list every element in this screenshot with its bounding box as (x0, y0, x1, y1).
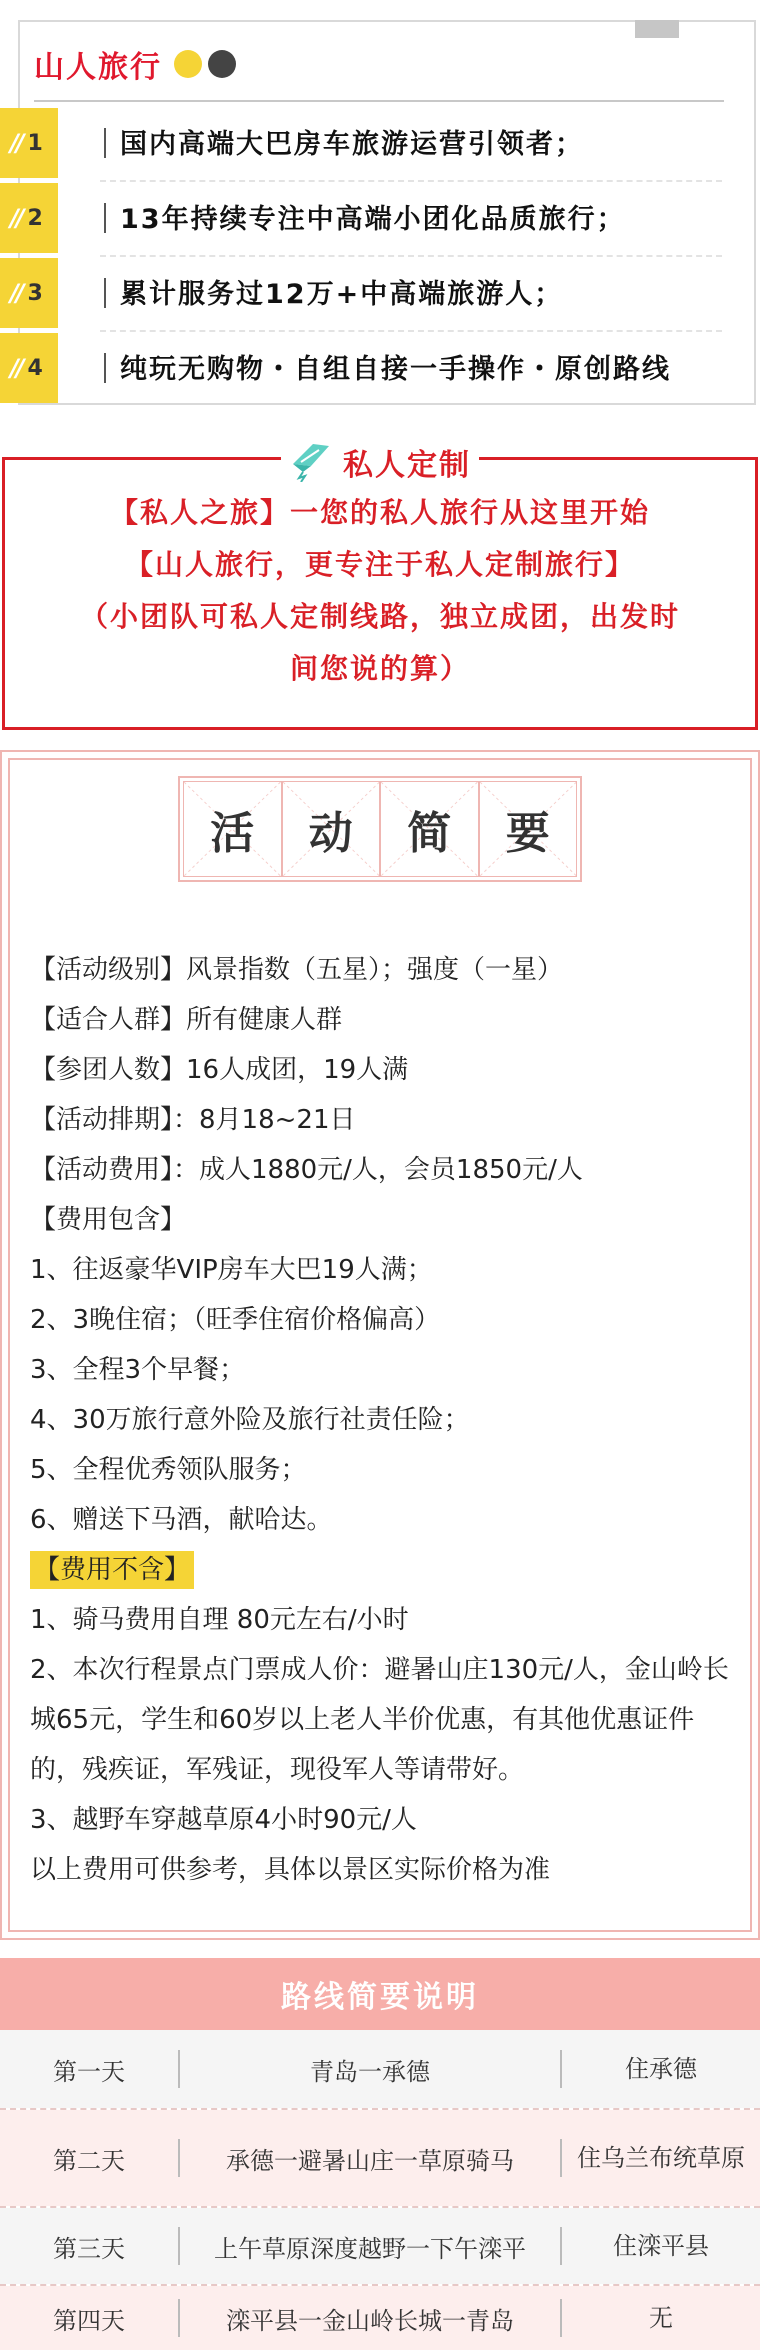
route-stay: 住承德 (625, 2055, 697, 2083)
custom-title: 私人定制 (343, 448, 471, 483)
detail-line: 【参团人数】16人成团，19人满 (30, 1055, 409, 1085)
slash-icon: // (10, 129, 22, 157)
slash-icon: // (10, 204, 22, 232)
row-number: 1 (27, 130, 43, 156)
dark-dot-icon (208, 50, 236, 78)
route-path: 上午草原深度越野一下午滦平 (214, 2234, 526, 2263)
kite-icon (289, 442, 333, 482)
route-path: 滦平县一金山岭长城一青岛 (226, 2306, 514, 2335)
title-char: 动 (308, 808, 353, 859)
title-cell (282, 781, 381, 877)
custom-line: 【私人之旅】一您的私人旅行从这里开始 (109, 496, 650, 529)
row-number: 2 (27, 205, 43, 231)
route-day: 第四天 (53, 2306, 125, 2335)
custom-text (30, 487, 730, 695)
route-row (0, 2208, 760, 2284)
title-char: 活 (210, 808, 255, 859)
summary-details (30, 945, 730, 1895)
slash-icon: // (10, 354, 22, 382)
route-row (0, 2110, 760, 2206)
detail-line: 1、往返豪华VIP房车大巴19人满； (30, 1255, 433, 1285)
title-cell (183, 781, 282, 877)
detail-line: 6、赠送下马酒，献哈达。 (30, 1505, 333, 1535)
row-text: 国内高端大巴房车旅游运营引领者； (120, 129, 584, 160)
excluded-row (30, 1545, 730, 1595)
dashed-divider (100, 180, 722, 182)
route-day: 第二天 (53, 2146, 125, 2175)
dashed-divider (100, 255, 722, 257)
row-number-tab (0, 333, 58, 403)
private-custom-section (0, 440, 760, 730)
yellow-dot-icon (174, 50, 202, 78)
activity-summary-section (0, 750, 760, 1940)
divider (34, 100, 724, 102)
intro-row (0, 258, 760, 328)
detail-line: 4、30万旅行意外险及旅行社责任险； (30, 1405, 470, 1435)
route-path: 承德一避暑山庄一草原骑马 (226, 2146, 514, 2175)
brand-header (34, 42, 236, 86)
detail-line: 5、全程优秀领队服务； (30, 1455, 307, 1485)
excluded-line: 3、越野车穿越草原4小时90元/人 (30, 1805, 417, 1835)
title-char: 简 (407, 808, 452, 859)
route-section (0, 1958, 760, 2350)
route-row (0, 2030, 760, 2108)
brand-title: 山人旅行 (34, 50, 162, 85)
excluded-line: 1、骑马费用自理 80元左右/小时 (30, 1605, 409, 1635)
intro-row (0, 108, 760, 178)
bar-icon (104, 278, 106, 308)
row-number-tab (0, 183, 58, 253)
custom-line: 间您说的算） (289, 652, 470, 685)
excluded-badge: 【费用不含】 (30, 1551, 194, 1589)
detail-line: 3、全程3个早餐； (30, 1355, 246, 1385)
custom-line: （小团队可私人定制线路，独立成团，出发时 (79, 600, 680, 633)
slash-icon: // (10, 279, 22, 307)
title-cell (479, 781, 578, 877)
row-number-tab (0, 108, 58, 178)
route-row (0, 2286, 760, 2350)
title-char: 要 (505, 808, 550, 859)
route-stay: 住乌兰布统草原 (577, 2144, 745, 2172)
bar-icon (104, 353, 106, 383)
excluded-line: 2、本次行程景点门票成人价：避暑山庄130元/人，金山岭长城65元，学生和60岁以上老人半价优惠，有其他优惠证件的，残疾证，军残证，现役军人等请带好。 (30, 1655, 729, 1785)
detail-line: 【活动级别】风景指数（五星）；强度（一星） (30, 955, 564, 985)
dashed-divider (100, 330, 722, 332)
intro-row (0, 183, 760, 253)
route-header (0, 1958, 760, 2030)
detail-line: 【活动费用】：成人1880元/人，会员1850元/人 (30, 1155, 583, 1185)
row-number: 3 (27, 280, 43, 306)
row-text: 纯玩无购物・自组自接一手操作・原创路线 (120, 354, 671, 385)
intro-row (0, 333, 760, 403)
route-day: 第三天 (53, 2234, 125, 2263)
bar-icon (104, 203, 106, 233)
route-path: 青岛一承德 (310, 2057, 430, 2086)
detail-line: 【费用包含】 (30, 1205, 187, 1235)
route-day: 第一天 (53, 2057, 125, 2086)
route-stay: 住滦平县 (613, 2232, 709, 2260)
row-text: 累计服务过12万+中高端旅游人； (120, 279, 564, 310)
route-stay: 无 (649, 2304, 673, 2332)
detail-line: 【适合人群】所有健康人群 (30, 1005, 343, 1035)
decor-gray-tab (635, 20, 679, 38)
route-title: 路线简要说明 (281, 1980, 479, 2015)
row-text: 13年持续专注中高端小团化品质旅行； (120, 204, 626, 235)
custom-header (0, 440, 760, 486)
bar-icon (104, 128, 106, 158)
title-cell (380, 781, 479, 877)
detail-line: 【活动排期】：8月18~21日 (30, 1105, 356, 1135)
row-number-tab (0, 258, 58, 328)
detail-line: 2、3晚住宿；（旺季住宿价格偏高） (30, 1305, 441, 1335)
summary-title-grid (178, 776, 582, 882)
row-number: 4 (27, 355, 43, 381)
custom-line: 【山人旅行，更专注于私人定制旅行】 (124, 548, 635, 581)
excluded-note: 以上费用可供参考，具体以景区实际价格为准 (30, 1855, 551, 1885)
brand-intro-section (0, 20, 760, 405)
